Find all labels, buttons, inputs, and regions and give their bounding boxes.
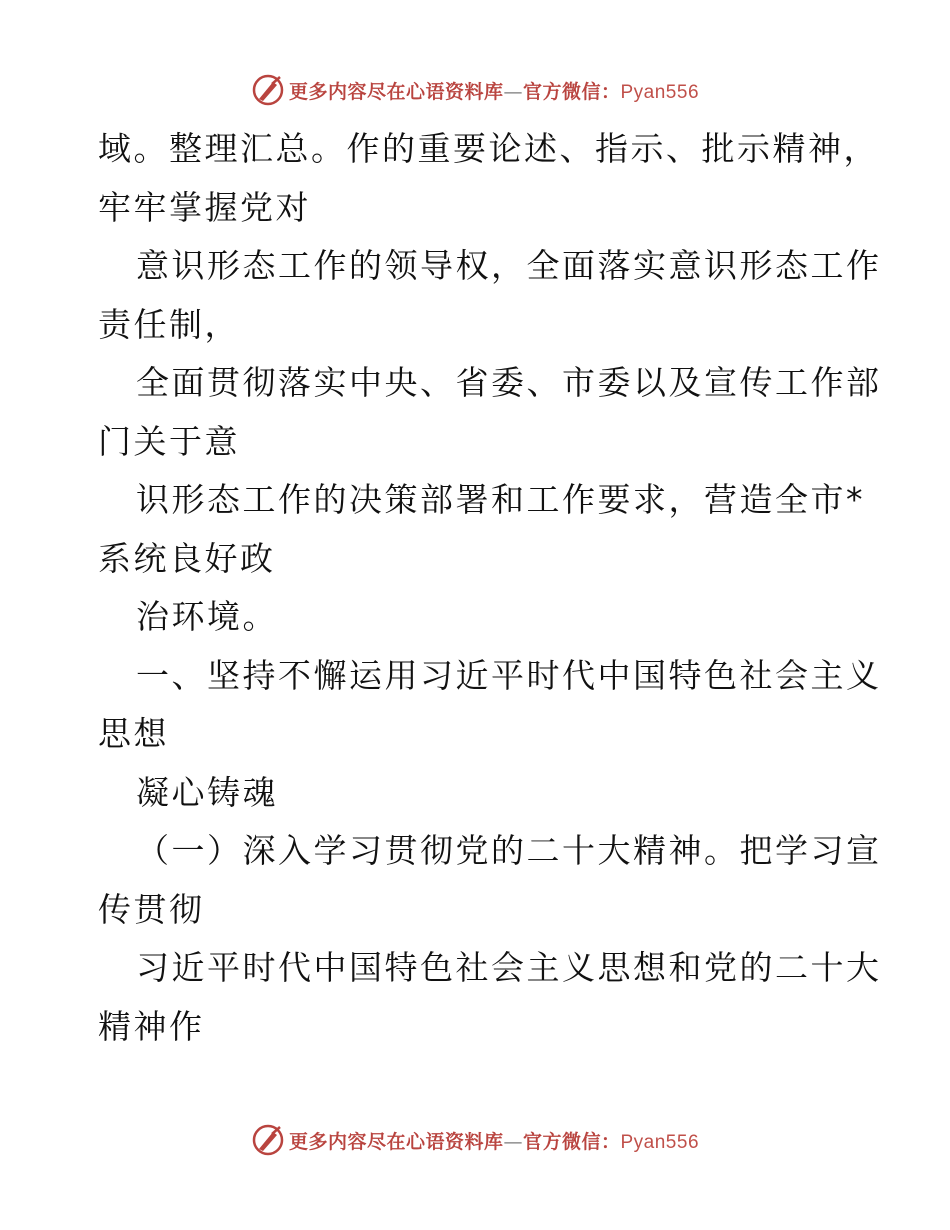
watermark-wechat-handle: Pyan556: [620, 81, 700, 103]
quill-logo-icon: [251, 1123, 285, 1157]
text-line: 一、坚持不懈运用习近平时代中国特色社会主义: [136, 655, 882, 695]
text-line: 域。整理汇总。作的重要论述、指示、批示精神，: [98, 129, 879, 168]
watermark-text: [289, 77, 699, 104]
footer-watermark: [0, 1122, 950, 1158]
text-line: 责任制，: [98, 304, 240, 344]
text-line: 牢牢掌握党对: [98, 187, 311, 227]
watermark-brand: 更多内容尽在心语资料库: [288, 80, 504, 103]
watermark-separator: —: [503, 80, 523, 103]
text-line: 精神作: [98, 1006, 205, 1046]
watermark-brand: 更多内容尽在心语资料库: [288, 1130, 504, 1153]
watermark-separator: —: [503, 1130, 523, 1153]
watermark-wechat-label: 官方微信：: [522, 1130, 621, 1153]
quill-logo-icon: [251, 73, 285, 107]
text-line: （一）深入学习贯彻党的二十大精神。把学习宣: [136, 831, 882, 870]
text-line: 识形态工作的决策部署和工作要求，营造全市*: [136, 480, 865, 519]
text-line: 习近平时代中国特色社会主义思想和党的二十大: [136, 948, 882, 987]
header-watermark: [0, 72, 950, 108]
text-line: 传贯彻: [98, 889, 205, 929]
text-line: 治环境。: [136, 597, 278, 636]
text-line: 意识形态工作的领导权，全面落实意识形态工作: [136, 246, 882, 285]
watermark-wechat-handle: Pyan556: [620, 1131, 700, 1153]
watermark-text: [289, 1127, 699, 1154]
text-line: 思想: [98, 714, 169, 753]
text-line: 全面贯彻落实中央、省委、市委以及宣传工作部: [136, 363, 882, 402]
text-line: 凝心铸魂: [136, 772, 278, 812]
document-body: [98, 120, 882, 1056]
watermark-wechat-label: 官方微信：: [522, 80, 621, 103]
text-line: 系统良好政: [98, 538, 276, 578]
text-line: 门关于意: [98, 421, 240, 461]
